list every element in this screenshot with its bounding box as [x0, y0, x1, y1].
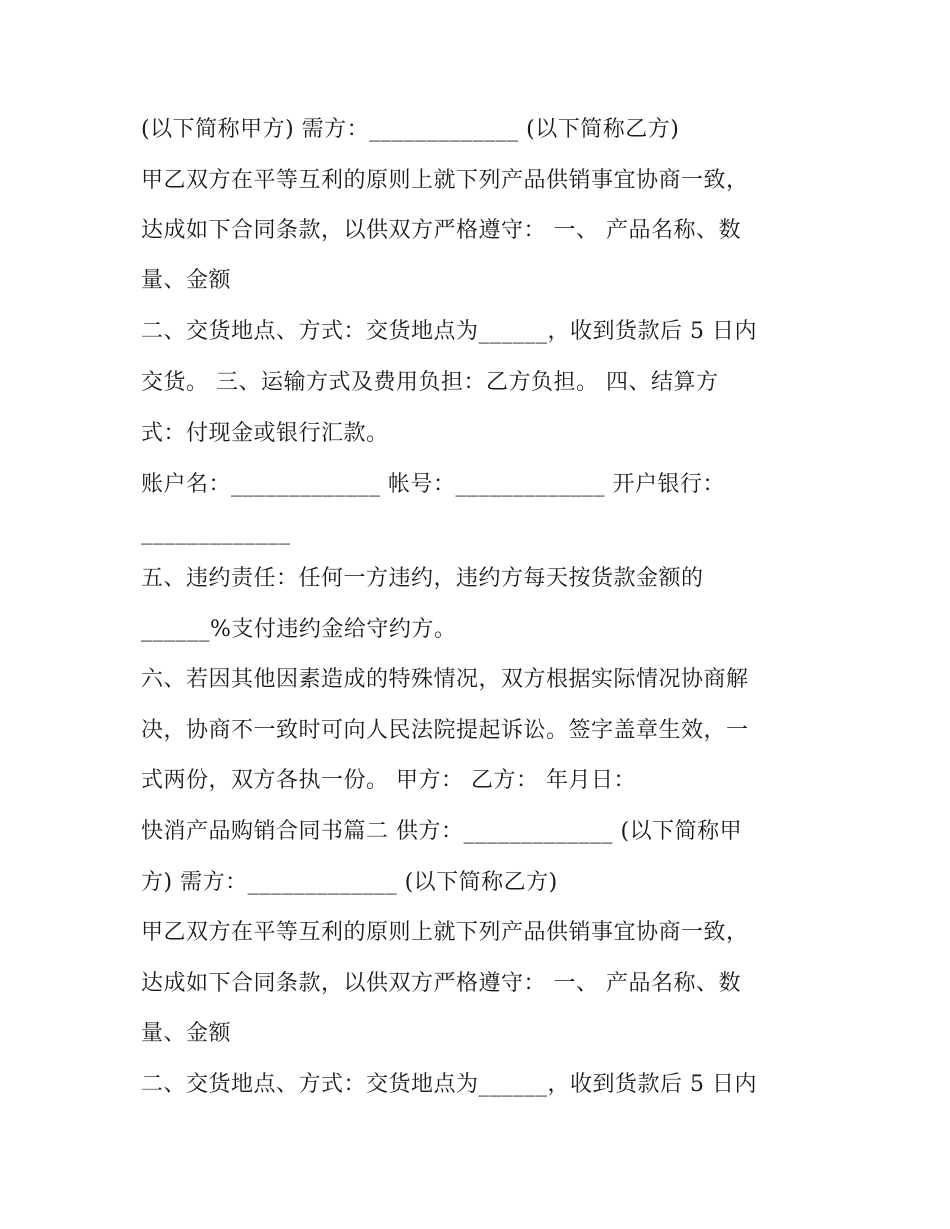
text-line: 量、金额	[141, 1021, 232, 1046]
text-line: 二、交货地点、方式：交货地点为______，收到货款后 5 日内	[141, 1072, 757, 1097]
text-line: 达成如下合同条款，以供双方严格遵守： 一、 产品名称、数	[141, 971, 741, 996]
text-line: 方) 需方：_____________ (以下简称乙方)	[141, 870, 558, 895]
text-line: 账户名：_____________ 帐号：_____________ 开户银行：	[141, 472, 725, 497]
text-line: 快消产品购销合同书篇二 供方：_____________ (以下简称甲	[141, 819, 743, 844]
text-line: 交货。 三、运输方式及费用负担：乙方负担。 四、结算方	[141, 370, 719, 395]
text-line: 式两份，双方各执一份。 甲方： 乙方： 年月日：	[141, 768, 636, 793]
text-line: 量、金额	[141, 268, 232, 293]
text-line: 达成如下合同条款，以供双方严格遵守： 一、 产品名称、数	[141, 218, 741, 243]
text-line: 二、交货地点、方式：交货地点为______，收到货款后 5 日内	[141, 319, 757, 344]
text-line: 五、违约责任：任何一方违约，违约方每天按货款金额的	[141, 566, 704, 591]
text-line: _____________	[141, 520, 291, 545]
text-line: 甲乙双方在平等互利的原则上就下列产品供销事宜协商一致，	[141, 168, 749, 193]
text-line: ______%支付违约金给守约方。	[141, 617, 457, 642]
text-line: 决，协商不一致时可向人民法院提起诉讼。签字盖章生效，一	[141, 718, 749, 743]
text-line: 六、若因其他因素造成的特殊情况，双方根据实际情况协商解	[141, 667, 749, 692]
text-line: 甲乙双方在平等互利的原则上就下列产品供销事宜协商一致，	[141, 920, 749, 945]
text-line: 式：付现金或银行汇款。	[141, 421, 389, 446]
text-line: (以下简称甲方) 需方：_____________ (以下简称乙方)	[141, 117, 680, 142]
